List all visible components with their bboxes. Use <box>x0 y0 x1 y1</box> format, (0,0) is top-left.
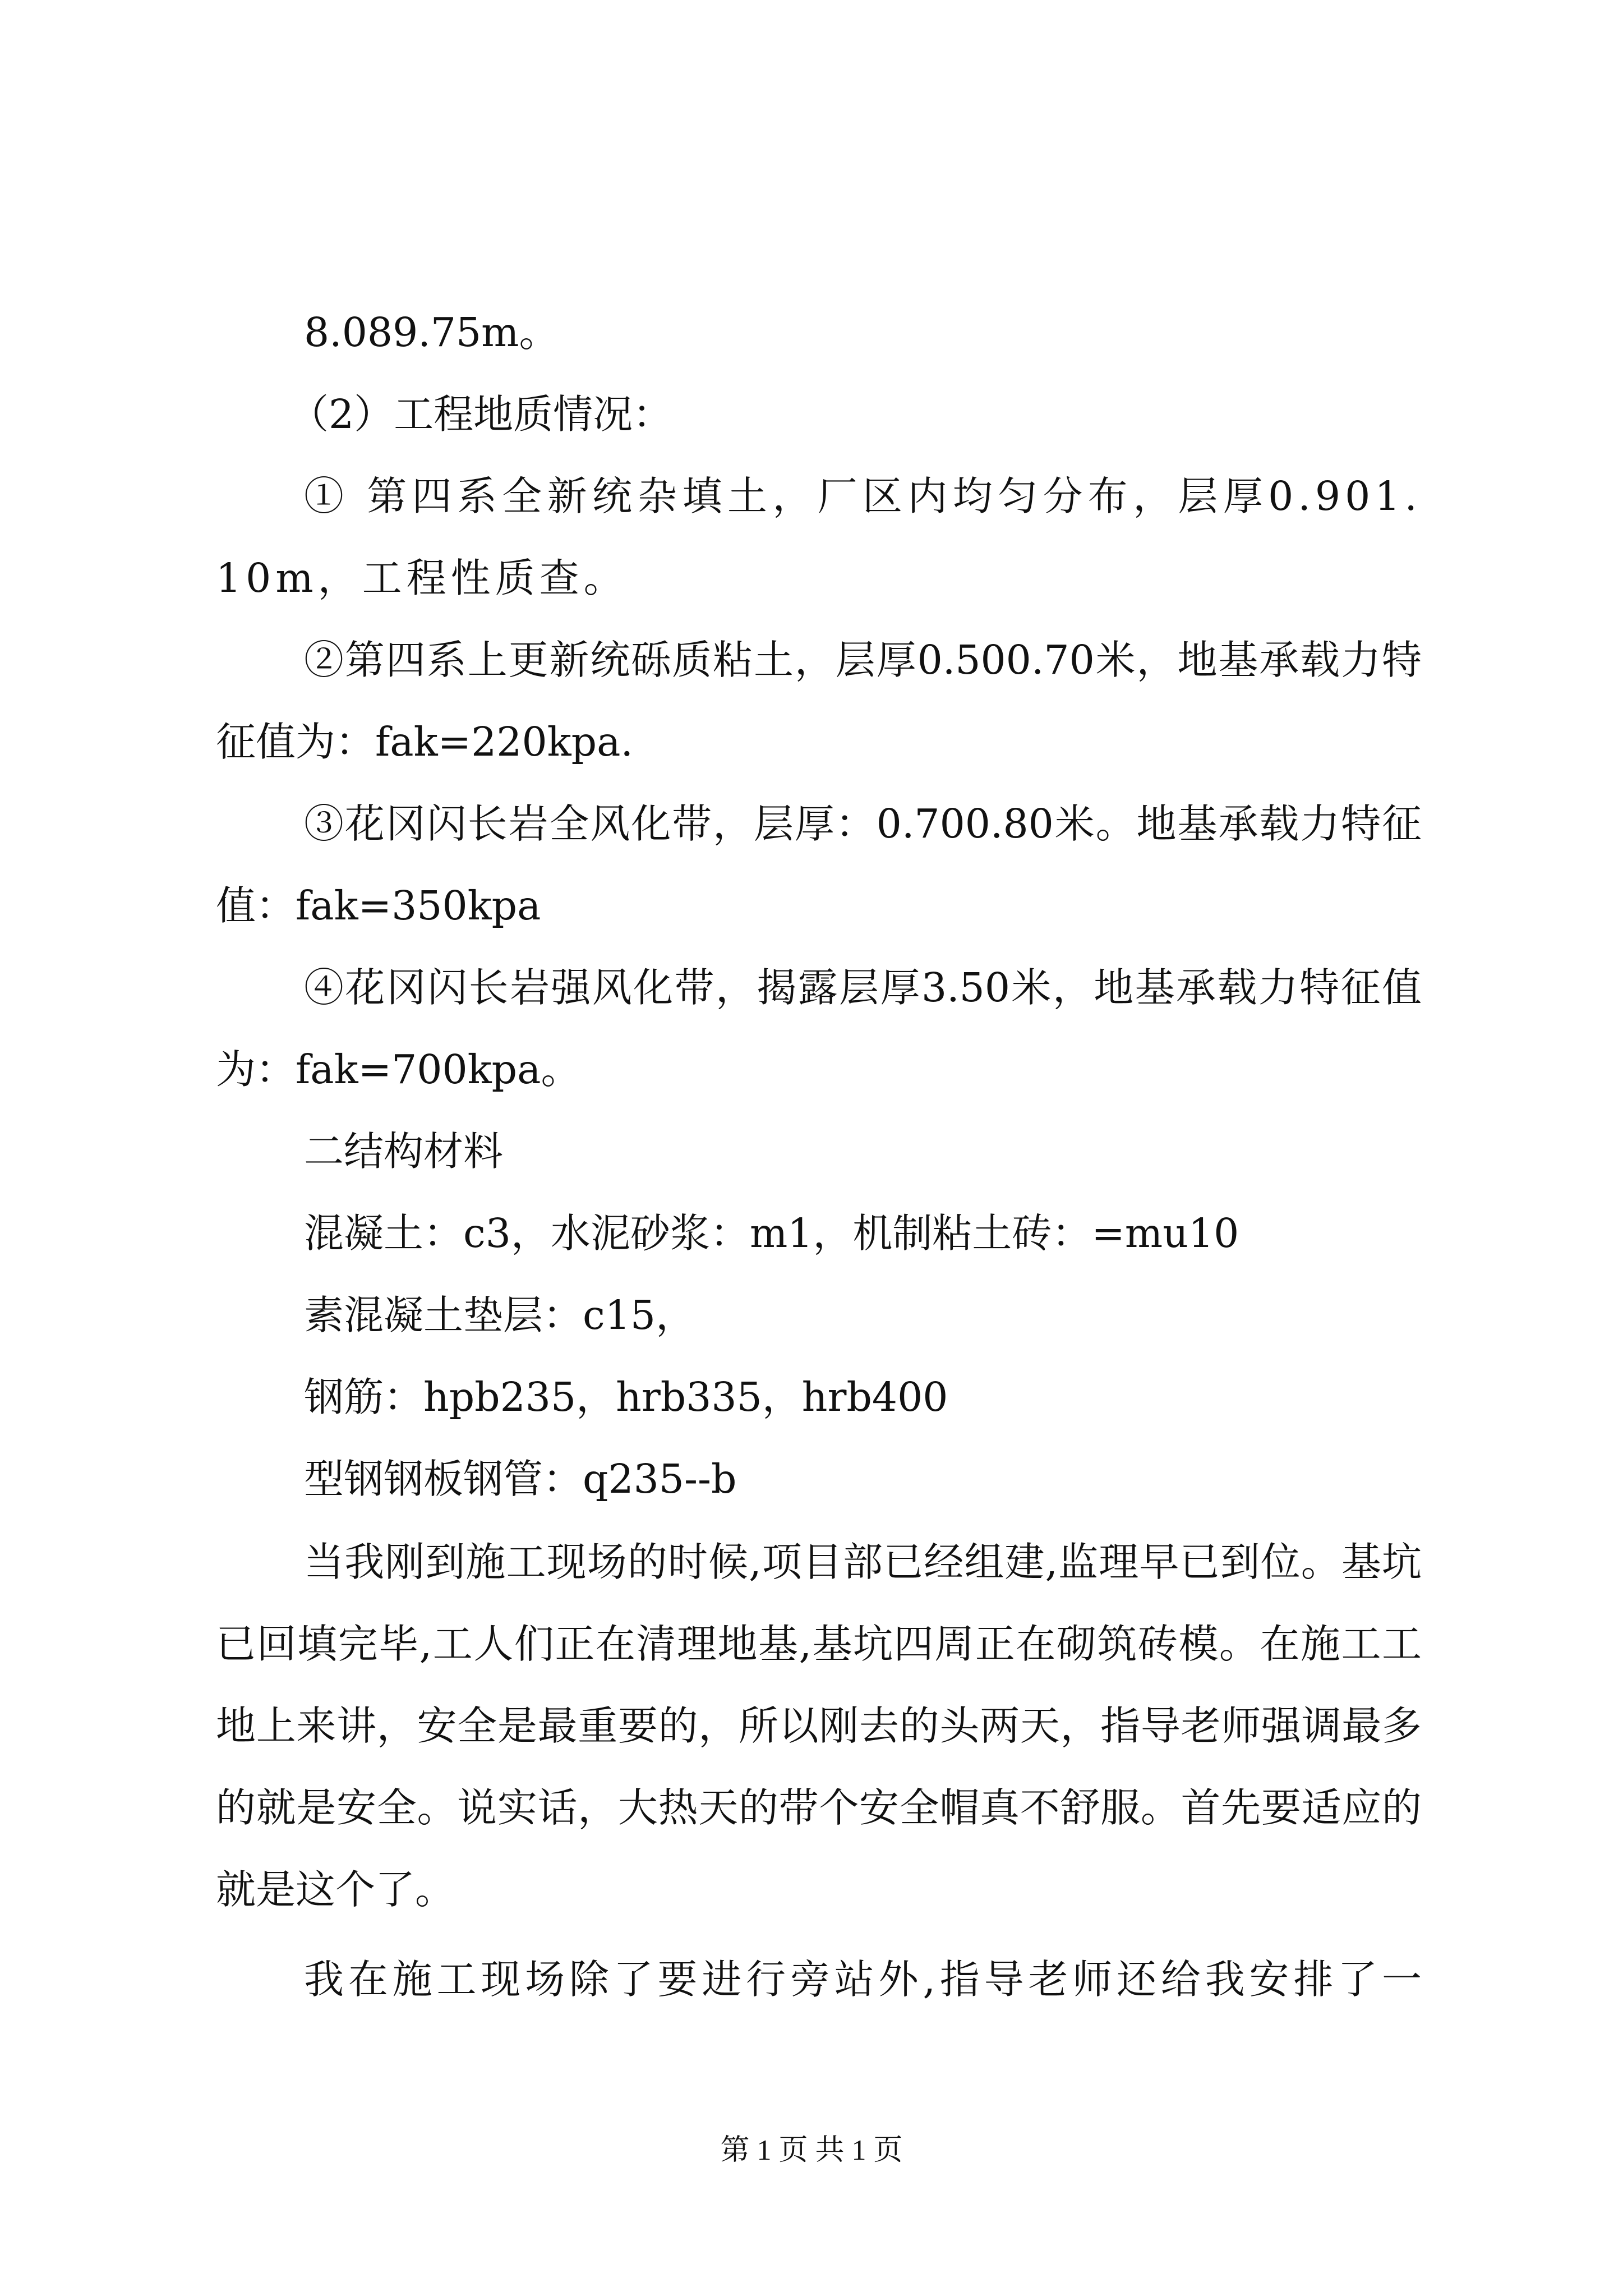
paragraph-layer-3: ③花冈闪长岩全风化带，层厚：0.700.80米。地基承载力特征值：fak=350kpa <box>216 800 1422 929</box>
paragraph-geology-heading: （2）工程地质情况： <box>289 391 673 438</box>
paragraph-site-arrival: 当我刚到施工现场的时候,项目部已经组建,监理早已到位。基坑已回填完毕,工人们正在清理地基,基坑四周正在砌筑砖模。在施工工地上来讲，安全是最重要的，所以刚去的头两天，指导老师强调最多的就是安全。说实话，大热天的带个安全帽真不舒服。首先要适应的就是这个了。 <box>216 1539 1422 1913</box>
paragraph-materials-heading: 二结构材料 <box>304 1128 504 1175</box>
paragraph-concrete: 混凝土：c3，水泥砂浆：m1，机制粘土砖：=mu10 <box>304 1210 1239 1257</box>
paragraph-site-work: 我在施工现场除了要进行旁站外,指导老师还给我安排了一 <box>304 1956 1422 2003</box>
paragraph-layer-1: ① 第四系全新统杂填土，厂区内均匀分布，层厚0.901.10m，工程性质查。 <box>216 473 1422 601</box>
paragraph-rebar: 钢筋：hpb235，hrb335，hrb400 <box>304 1374 948 1420</box>
paragraph-layer-2: ②第四系上更新统砾质粘土，层厚0.500.70米，地基承载力特征值为：fak=220kpa. <box>216 637 1422 765</box>
paragraph-layer-4: ④花冈闪长岩强风化带，揭露层厚3.50米，地基承载力特征值为：fak=700kpa。 <box>216 964 1422 1093</box>
document-body <box>216 292 1422 2021</box>
paragraph-steel: 型钢钢板钢管：q235--b <box>304 1456 737 1502</box>
paragraph-dimension: 8.089.75m。 <box>304 309 559 356</box>
page-footer: 第 1 页 共 1 页 <box>720 2134 903 2166</box>
paragraph-cushion: 素混凝土垫层：c15， <box>304 1292 696 1338</box>
